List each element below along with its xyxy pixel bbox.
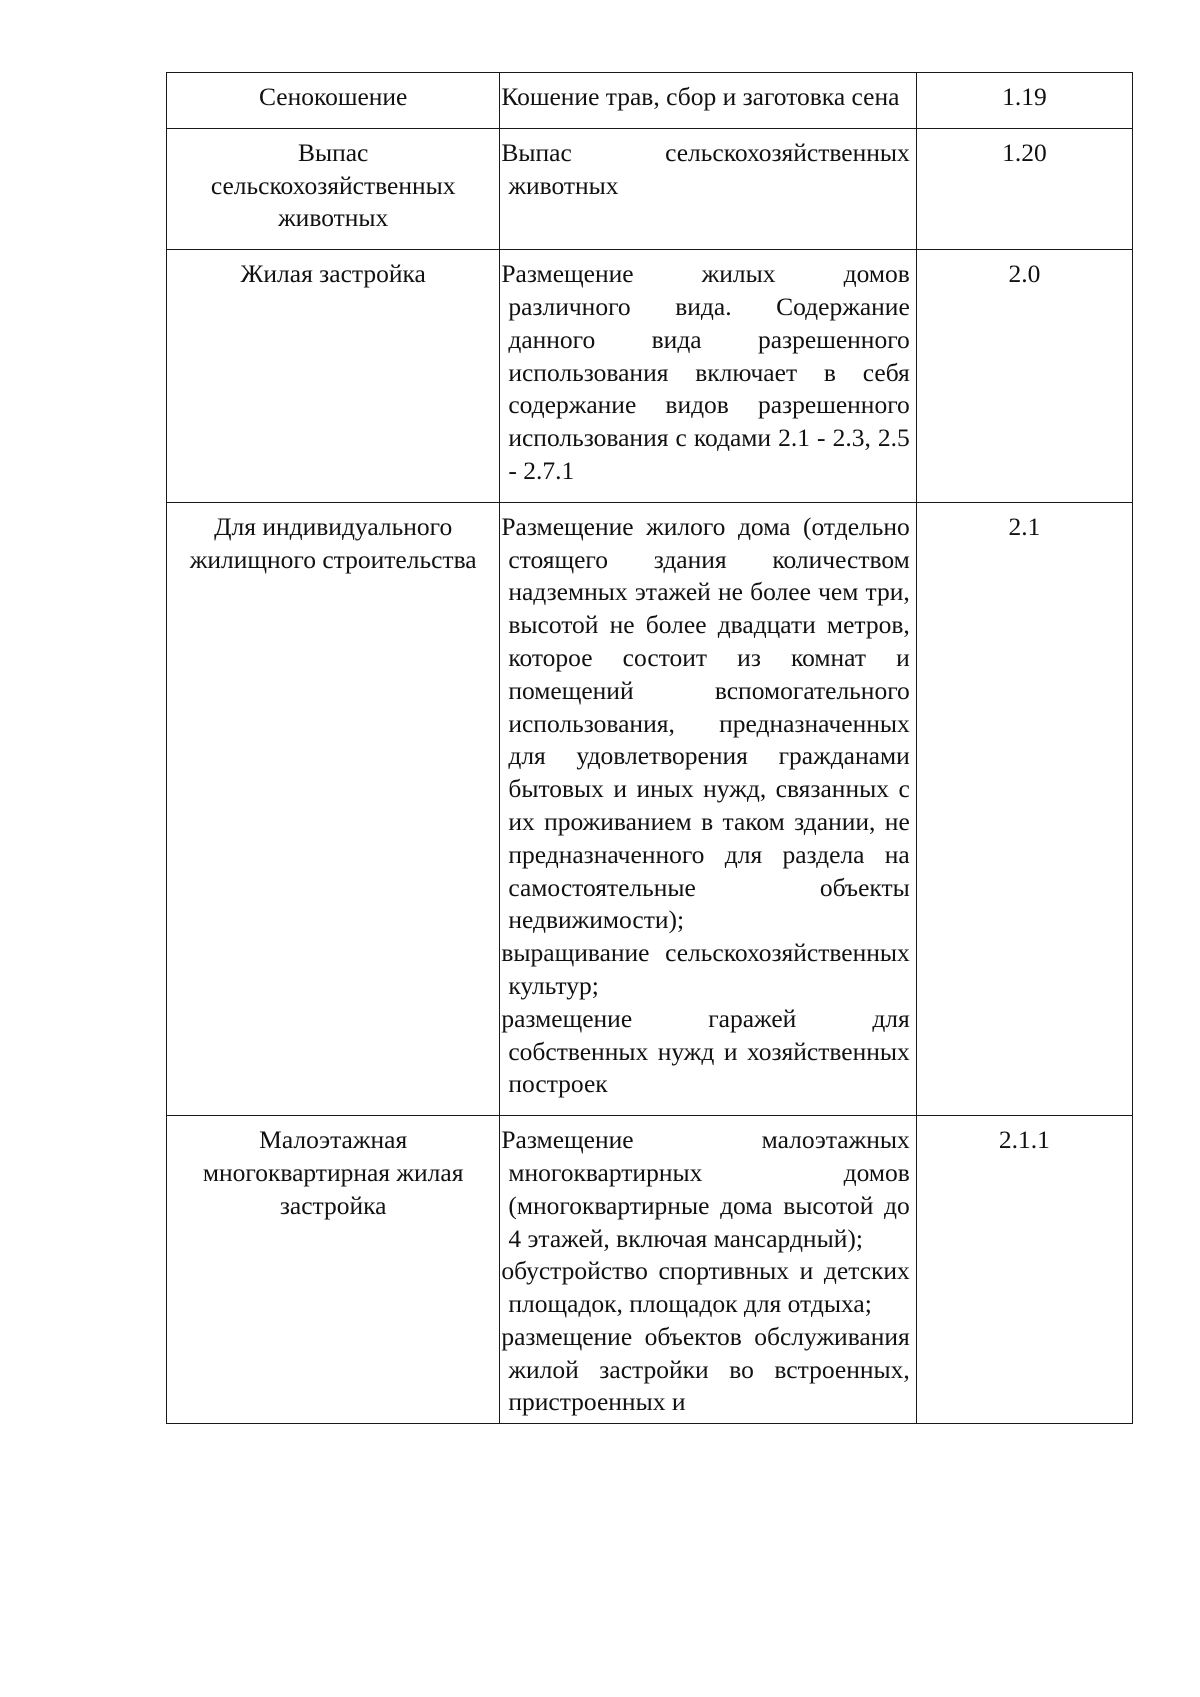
use-code: 1.19	[916, 73, 1132, 129]
description-paragraph: Размещение малоэтажных многоквартирных домов (многоквартирные дома высотой до 4 этажей, включая мансардный);	[501, 1125, 910, 1253]
use-description	[500, 502, 916, 1115]
description-paragraph: выращивание сельскохозяйственных культур;	[501, 938, 910, 1000]
use-name: Жилая застройка	[167, 250, 500, 503]
use-description	[500, 250, 916, 503]
table-row	[167, 250, 1133, 503]
land-use-table	[166, 72, 1133, 1424]
use-name: Выпас сельскохозяйственных животных	[167, 128, 500, 249]
use-name: Сенокошение	[167, 73, 500, 129]
description-paragraph: обустройство спортивных и детских площадок, площадок для отдыха;	[501, 1256, 910, 1319]
use-code: 2.0	[916, 250, 1132, 503]
description-paragraph: Размещение жилого дома (отдельно стоящего здания количеством надземных этажей не более чем три, высотой не более двадцати метров, которое состоит из комнат и помещений вспомогательного использования, предназначенных для удовлетворения гражданами бытовых и иных нужд, связанных с их проживанием в таком здании, не предназначенного для раздела на самостоятельные объекты недвижимости);	[501, 511, 910, 935]
description-paragraph: размещение гаражей для собственных нужд и хозяйственных построек	[501, 1003, 910, 1099]
table-row	[167, 128, 1133, 249]
use-code: 1.20	[916, 128, 1132, 249]
description-paragraph: Кошение трав, сбор и заготовка сена	[501, 82, 900, 111]
table-row	[167, 502, 1133, 1115]
use-description	[500, 1116, 916, 1424]
use-name: Малоэтажная многоквартирная жилая застройка	[167, 1116, 500, 1424]
use-code: 2.1	[916, 502, 1132, 1115]
use-code: 2.1.1	[916, 1116, 1132, 1424]
use-name: Для индивидуального жилищного строительства	[167, 502, 500, 1115]
table-row	[167, 73, 1133, 129]
description-paragraph: размещение объектов обслуживания жилой застройки во встроенных, пристроенных и	[501, 1321, 910, 1417]
use-description	[500, 128, 916, 249]
use-description	[500, 73, 916, 129]
description-paragraph: Выпас сельскохозяйственных животных	[501, 137, 910, 200]
table-row	[167, 1116, 1133, 1424]
description-paragraph: Размещение жилых домов различного вида. Содержание данного вида разрешенного использования включает в себя содержание видов разрешенного использования с кодами 2.1 - 2.3, 2.5 - 2.7.1	[501, 259, 910, 485]
